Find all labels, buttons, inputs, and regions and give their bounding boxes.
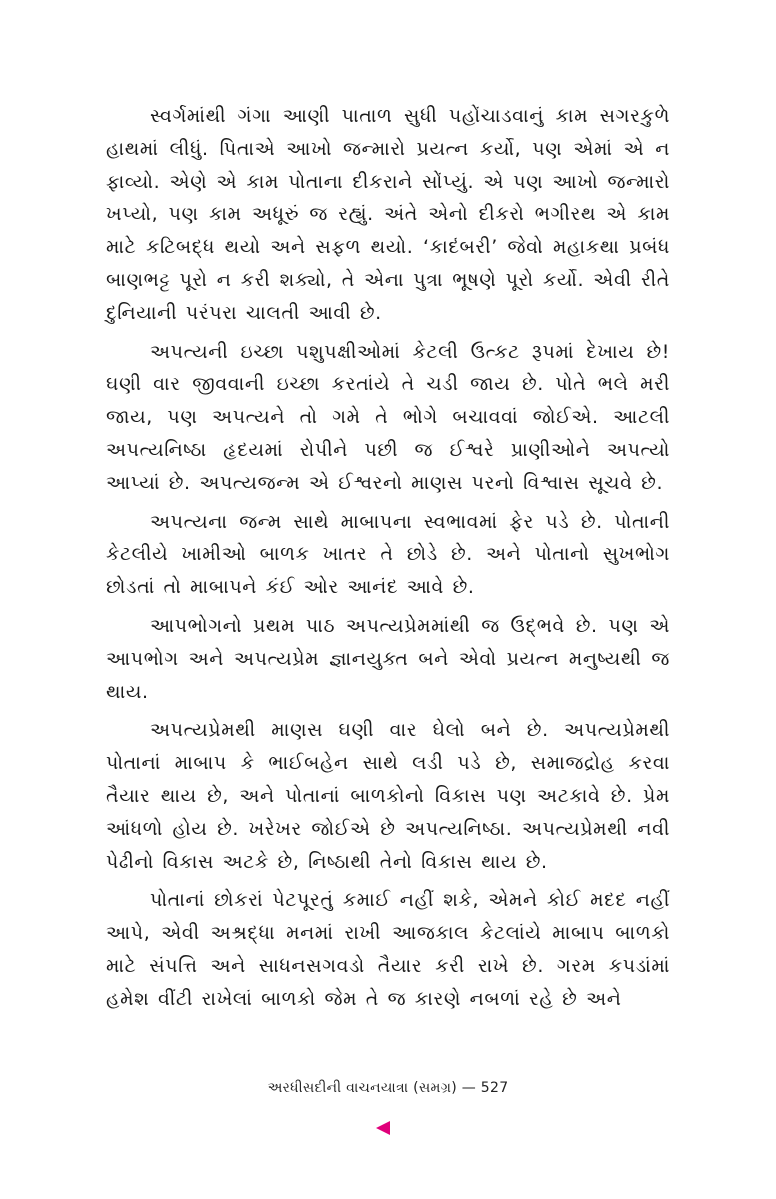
previous-page-arrow-icon[interactable] [376,1121,390,1135]
paragraph-3: અપત્યના જન્મ સાથે માબાપના સ્વભાવમાં ફેર પડે છે. પોતાની કેટલીયે ખામીઓ બાળક ખાતર તે છોડે છે. અને પોતાનો સુખભોગ છોડતાં તો માબાપને કંઈ ઓર આનંદ આવે છે. [106,510,670,599]
page-footer: અરધીસદીની વાચનયાત્રા (સમગ્ર) — 527 [267,1080,509,1096]
paragraph-5: અપત્યપ્રેમથી માણસ ઘણી વાર ઘેલો બને છે. અપત્યપ્રેમથી પોતાનાં માબાપ કે ભાઈબહેન સાથે લડી પડે છે, સમાજદ્રોહ કરવા તૈયાર થાય છે, અને પોતાનાં બાળકોનો વિકાસ પણ અટકાવે છે. પ્રેમ આંધળો હોય છે. ખરેખર જોઈએ છે અપત્યનિષ્ઠા. અપત્યપ્રેમથી નવી પેઢીનો વિકાસ અટકે છે, નિષ્ઠાથી તેનો વિકાસ થાય છે. [106,719,670,873]
paragraph-1: સ્વર્ગમાંથી ગંગા આણી પાતાળ સુધી પહોંચાડવાનું કામ સગરકુળે હાથમાં લીધું. પિતાએ આખો જન્મારો પ્રયત્ન કર્યો, પણ એમાં એ ન ફાવ્યો. એણે એ કામ પોતાના દીકરાને સોંપ્યું. એ પણ આખો જન્મારો ખપ્યો, પણ કામ અધૂરું જ રહ્યું. અંતે એનો દીકરો ભગીરથ એ કામ માટે કટિબદ્ધ થયો અને સફળ થયો. ‘કાદંબરી’ જેવો મહાકથા પ્રબંધ બાણભટ્ટ પૂરો ન કરી શક્યો, તે એના પુત્રા ભૂષણે પૂરો કર્યો. એવી રીતે દુનિયાની પરંપરા ચાલતી આવી છે. [106,105,670,324]
paragraph-2: અપત્યની ઇચ્છા પશુપક્ષીઓમાં કેટલી ઉત્કટ રૂપમાં દેખાય છે! ઘણી વાર જીવવાની ઇચ્છા કરતાંયે તે ચડી જાય છે. પોતે ભલે મરી જાય, પણ અપત્યને તો ગમે તે ભોગે બચાવવાં જોઈએ. આટલી અપત્યનિષ્ઠા હૃદયમાં રોપીને પછી જ ઈશ્વરે પ્રાણીઓને અપત્યો આપ્યાં છે. અપત્યજન્મ એ ઈશ્વરનો માણસ પરનો વિશ્વાસ સૂચવે છે. [106,340,670,494]
paragraph-6: પોતાનાં છોકરાં પેટપૂરતું કમાઈ નહીં શકે, એમને કોઈ મદદ નહીં આપે, એવી અશ્રદ્ધા મનમાં રાખી આજકાલ કેટલાંયે માબાપ બાળકો માટે સંપત્તિ અને સાધનસગવડો તૈયાર કરી રાખે છે. ગરમ કપડાંમાં હમેશ વીંટી રાખેલાં બાળકો જેમ તે જ કારણે નબળાં રહે છે અને [106,889,670,1010]
paragraph-4: આપભોગનો પ્રથમ પાઠ અપત્યપ્રેમમાંથી જ ઉદ્ભવે છે. પણ એ આપભોગ અને અપત્યપ્રેમ જ્ઞાનયુક્ત બને એવો પ્રયત્ન મનુષ્યથી જ થાય. [106,614,670,703]
body-text [106,100,670,1022]
